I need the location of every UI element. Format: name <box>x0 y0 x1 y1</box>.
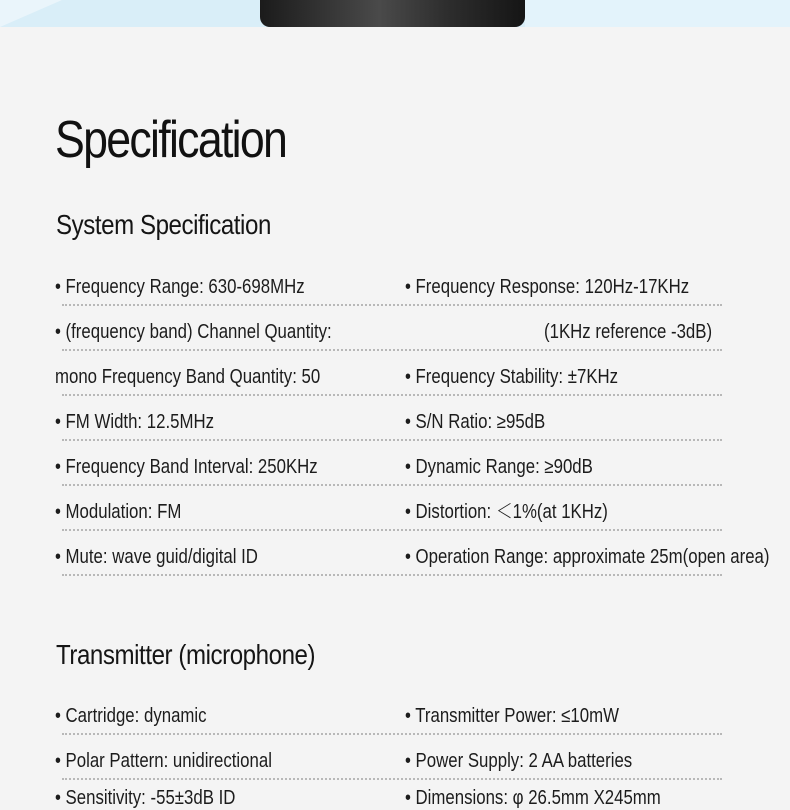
spec-channel-quantity: • (frequency band) Channel Quantity: <box>55 321 332 343</box>
row-divider <box>62 484 722 486</box>
spec-dynamic-range: • Dynamic Range: ≥90dB <box>405 456 593 478</box>
spec-cartridge: • Cartridge: dynamic <box>55 705 207 727</box>
banner-right-accent <box>525 0 790 27</box>
spec-frequency-range: • Frequency Range: 630-698MHz <box>55 276 305 298</box>
row-divider <box>62 439 722 441</box>
spec-fm-width: • FM Width: 12.5MHz <box>55 411 214 433</box>
spec-dimensions: • Dimensions: φ 26.5mm X245mm <box>405 787 661 809</box>
spec-sensitivity: • Sensitivity: -55±3dB ID <box>55 787 236 809</box>
row-divider <box>62 304 722 306</box>
system-specification-heading: System Specification <box>56 209 271 240</box>
transmitter-heading: Transmitter (microphone) <box>56 639 316 670</box>
spec-frequency-response-reference: (1KHz reference -3dB) <box>543 321 712 343</box>
microphone-image-bottom <box>260 0 525 27</box>
row-divider <box>62 733 722 735</box>
row-divider <box>62 778 722 780</box>
spec-band-quantity: mono Frequency Band Quantity: 50 <box>55 366 321 388</box>
spec-power-supply: • Power Supply: 2 AA batteries <box>405 750 633 772</box>
spec-polar-pattern: • Polar Pattern: unidirectional <box>55 750 272 772</box>
row-divider <box>62 529 722 531</box>
row-divider <box>62 349 722 351</box>
spec-band-interval: • Frequency Band Interval: 250KHz <box>55 456 318 478</box>
spec-sn-ratio: • S/N Ratio: ≥95dB <box>405 411 546 433</box>
spec-transmitter-power: • Transmitter Power: ≤10mW <box>405 705 619 727</box>
row-divider <box>62 394 722 396</box>
spec-operation-range: • Operation Range: approximate 25m(open area) <box>405 546 770 568</box>
spec-distortion: • Distortion: ＜1%(at 1KHz) <box>405 501 608 523</box>
banner-left-accent <box>0 0 62 27</box>
row-divider <box>62 574 722 576</box>
spec-frequency-response: • Frequency Response: 120Hz-17KHz <box>405 276 690 298</box>
spec-frequency-stability: • Frequency Stability: ±7KHz <box>405 366 619 388</box>
spec-modulation: • Modulation: FM <box>55 501 182 523</box>
spec-mute: • Mute: wave guid/digital ID <box>55 546 258 568</box>
page-title: Specification <box>55 111 287 169</box>
